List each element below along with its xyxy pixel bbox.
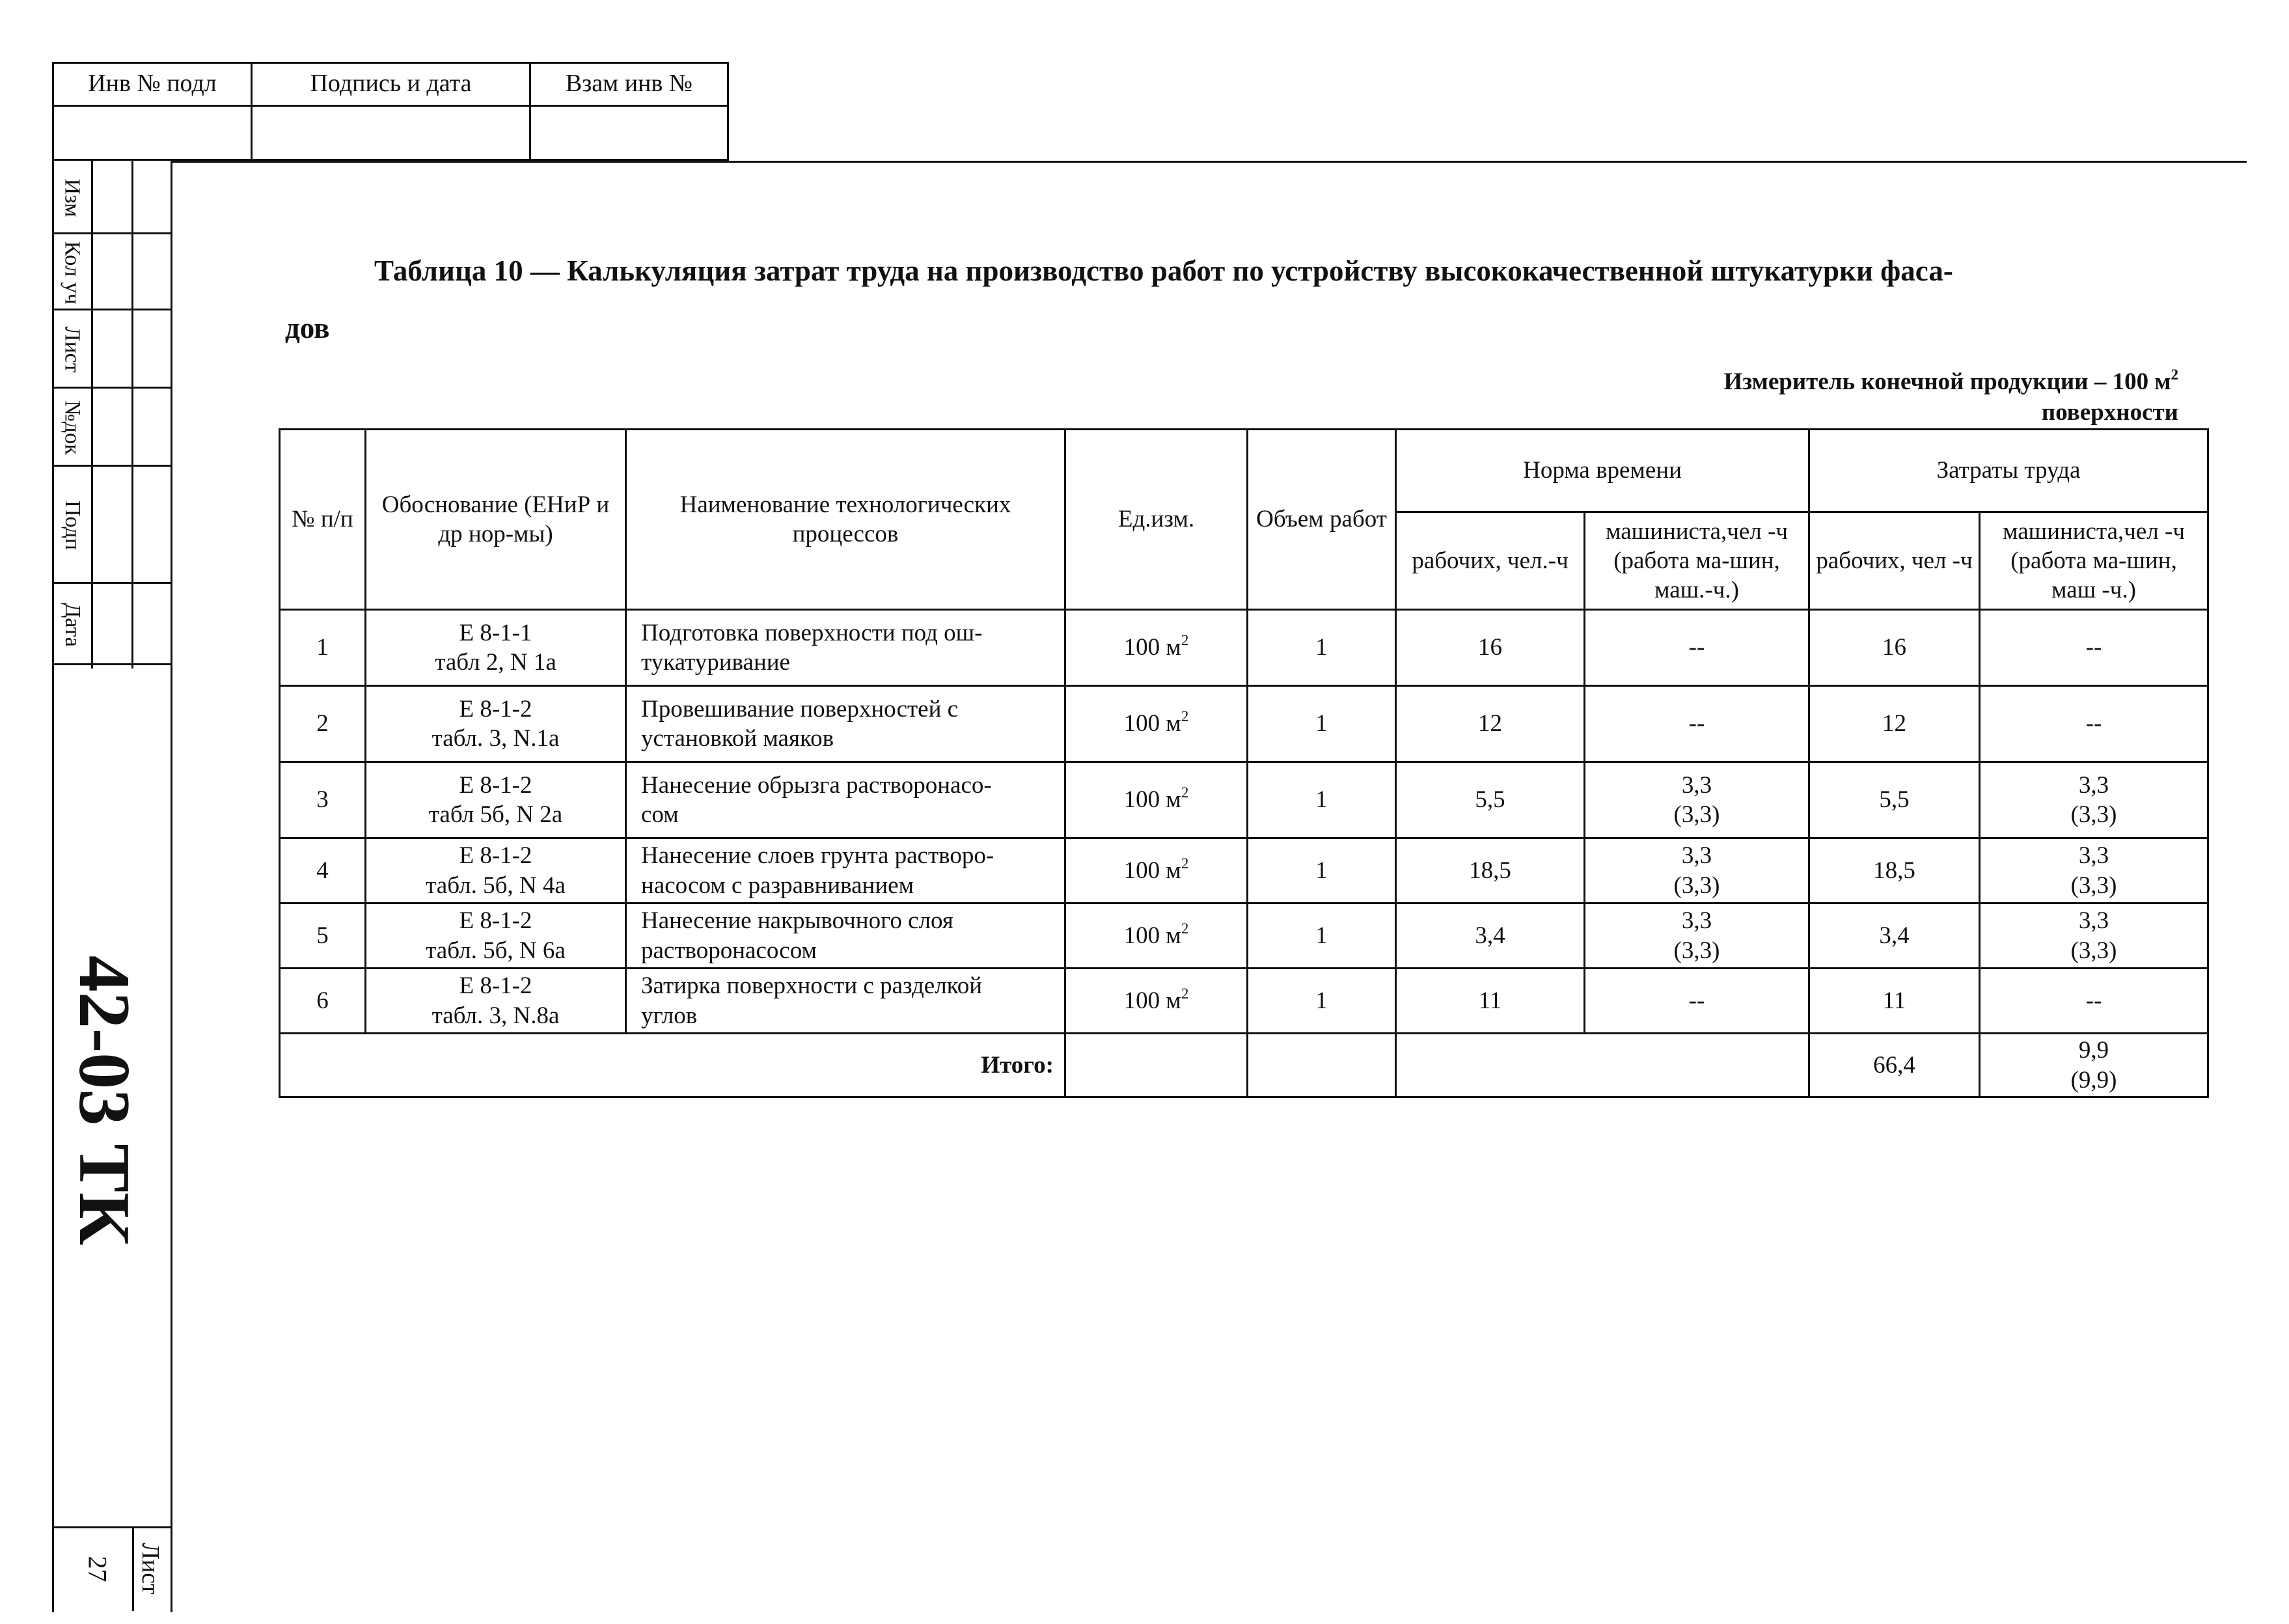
header-basis: Обоснование (ЕНиР и др нор-мы) [366, 430, 626, 610]
header-labor-cost: Затраты труда [1809, 430, 2208, 512]
cell-unit-sup: 2 [1181, 855, 1189, 872]
cell-basis-line-1: Е 8-1-2 [459, 972, 532, 1000]
header-unit: Ед.изм. [1065, 430, 1248, 610]
cell-norm-machinist-line-2: (3,3) [1673, 801, 1720, 828]
cell-unit [1065, 686, 1248, 762]
table-header-row-1 [280, 430, 2208, 512]
side-label-izm: Изм [61, 178, 85, 217]
cell-unit [1065, 969, 1248, 1034]
cell-norm-machinist-line-2: (3,3) [1673, 872, 1720, 899]
cell-cost-workers: 5,5 [1809, 762, 1980, 838]
cell-num: 3 [280, 762, 366, 838]
total-cost-workers: 66,4 [1809, 1034, 1980, 1097]
cell-name-line-2: углов [641, 1002, 698, 1029]
cell-unit-sup: 2 [1181, 985, 1189, 1002]
cell-norm-machinist [1585, 762, 1809, 838]
cell-norm-machinist [1585, 969, 1809, 1034]
cell-norm-machinist-line-1: -- [1688, 634, 1705, 661]
cell-basis-line-2: табл. 3, N.1а [432, 725, 560, 752]
cell-cost-machinist-line-1: -- [2085, 710, 2102, 737]
side-row-podp [52, 467, 172, 584]
cell-basis-line-2: табл 2, N 1а [435, 649, 556, 676]
cell-basis-line-1: Е 8-1-1 [459, 619, 532, 646]
cell-cost-machinist [1980, 610, 2208, 686]
header-norm-workers: рабочих, чел.-ч [1396, 512, 1585, 610]
side-row-ndok [52, 389, 172, 467]
cell-unit [1065, 838, 1248, 903]
cell-basis-line-1: Е 8-1-2 [459, 842, 532, 870]
cell-name [626, 762, 1065, 838]
cell-basis-line-1: Е 8-1-2 [459, 695, 532, 723]
table-row [280, 838, 2208, 903]
sheet-number [65, 1526, 130, 1611]
table-total-row [280, 1034, 2208, 1097]
side-label-podp: Подп [61, 500, 85, 551]
cell-cost-machinist [1980, 969, 2208, 1034]
cell-basis-line-2: табл 5б, N 2а [428, 801, 563, 828]
cell-unit [1065, 903, 1248, 969]
header-volume: Объем работ [1248, 430, 1396, 610]
cell-cost-machinist-line-1: 3,3 [2078, 842, 2109, 870]
cell-cost-machinist-line-1: -- [2085, 987, 2102, 1014]
cell-name-line-2: установкой маяков [641, 725, 834, 752]
cell-name-line-1: Нанесение накрывочного слоя [641, 907, 953, 935]
cell-cost-machinist [1980, 762, 2208, 838]
cell-volume: 1 [1248, 610, 1396, 686]
side-label-data: Дата [61, 602, 85, 647]
cell-basis [366, 969, 626, 1034]
cell-unit [1065, 610, 1248, 686]
total-cost-machinist-line-1: 9,9 [2078, 1037, 2109, 1064]
table-title-line-1: Таблица 10 — Калькуляция затрат труда на производство работ по устройству высококачественной штукатурки фаса- [374, 255, 1953, 287]
cell-unit-sup: 2 [1181, 708, 1189, 725]
cell-unit-text: 100 м [1123, 786, 1181, 814]
cell-basis-line-1: Е 8-1-2 [459, 771, 532, 799]
total-cell-volume [1248, 1034, 1396, 1097]
stamp-podpis-data-label: Подпись и дата [253, 64, 529, 107]
header-cost-workers: рабочих, чел -ч [1809, 512, 1980, 610]
cell-num: 5 [280, 903, 366, 969]
side-label-kol-uch: Кол уч [61, 240, 85, 305]
document-code-text: 42-03 ТК [64, 955, 145, 1245]
cell-unit-text: 100 м [1123, 710, 1181, 737]
cell-num: 2 [280, 686, 366, 762]
cell-cost-workers: 3,4 [1809, 903, 1980, 969]
table-row [280, 969, 2208, 1034]
cell-unit-text: 100 м [1123, 922, 1181, 949]
measure-unit-sup: 2 [2171, 366, 2178, 383]
cell-norm-machinist [1585, 686, 1809, 762]
cell-unit-sup: 2 [1181, 920, 1189, 937]
cell-name-line-1: Провешивание поверхностей с [641, 695, 959, 723]
measure-unit-text: Измеритель конечной продукции – 100 м [1723, 368, 2171, 395]
cell-name [626, 838, 1065, 903]
cell-cost-machinist-line-1: 3,3 [2078, 771, 2109, 799]
cell-cost-workers: 16 [1809, 610, 1980, 686]
cell-cost-workers: 12 [1809, 686, 1980, 762]
side-row-data [52, 584, 172, 665]
cell-name [626, 686, 1065, 762]
cell-basis [366, 903, 626, 969]
cell-name-line-1: Нанесение слоев грунта растворо- [641, 842, 994, 870]
cell-cost-machinist-line-2: (3,3) [2070, 801, 2117, 828]
table-row [280, 903, 2208, 969]
stamp-cell-vzam-inv [531, 64, 727, 159]
cell-basis-line-2: табл. 5б, N 6а [426, 937, 566, 964]
cell-name [626, 610, 1065, 686]
cell-cost-machinist [1980, 838, 2208, 903]
cell-name [626, 903, 1065, 969]
cell-volume: 1 [1248, 969, 1396, 1034]
cell-unit-sup: 2 [1181, 632, 1189, 649]
total-label: Итого: [280, 1034, 1065, 1097]
cell-name-line-2: тукатуривание [641, 649, 790, 676]
cell-basis-line-2: табл. 3, N.8а [432, 1002, 560, 1029]
cell-unit-text: 100 м [1123, 857, 1181, 884]
labor-cost-table [279, 428, 2209, 1098]
header-name: Наименование технологических процессов [626, 430, 1065, 610]
cell-unit-sup: 2 [1181, 784, 1189, 801]
table-row [280, 762, 2208, 838]
cell-volume: 1 [1248, 686, 1396, 762]
table-row [280, 686, 2208, 762]
cell-name-line-1: Нанесение обрызга растворонасо- [641, 771, 992, 799]
cell-cost-machinist [1980, 903, 2208, 969]
table-row [280, 610, 2208, 686]
cell-basis-line-2: табл. 5б, N 4а [426, 872, 566, 899]
cell-norm-workers: 12 [1396, 686, 1585, 762]
side-row-kol-uch [52, 234, 172, 310]
cell-cost-machinist [1980, 686, 2208, 762]
side-label-list: Лист [61, 326, 85, 373]
cell-norm-machinist [1585, 838, 1809, 903]
cell-norm-workers: 16 [1396, 610, 1585, 686]
cell-cost-workers: 18,5 [1809, 838, 1980, 903]
total-cell-unit [1065, 1034, 1248, 1097]
cell-norm-machinist-line-1: 3,3 [1681, 771, 1712, 799]
cell-cost-machinist-line-2: (3,3) [2070, 937, 2117, 964]
cell-basis [366, 686, 626, 762]
stamp-top [52, 62, 729, 161]
cell-norm-machinist-line-2: (3,3) [1673, 937, 1720, 964]
stamp-cell-inv-podl [54, 64, 253, 159]
cell-unit [1065, 762, 1248, 838]
cell-name-line-1: Затирка поверхности с разделкой [641, 972, 983, 1000]
sheet-label [130, 1526, 171, 1611]
cell-norm-machinist-line-1: 3,3 [1681, 842, 1712, 870]
side-row-izm [52, 161, 172, 234]
cell-norm-workers: 11 [1396, 969, 1585, 1034]
cell-unit-text: 100 м [1123, 987, 1181, 1014]
total-cell-norm [1396, 1034, 1809, 1097]
cell-norm-machinist [1585, 903, 1809, 969]
header-norm-machinist: машиниста,чел -ч (работа ма-шин, маш.-ч.) [1585, 512, 1809, 610]
cell-num: 6 [280, 969, 366, 1034]
cell-norm-workers: 3,4 [1396, 903, 1585, 969]
cell-volume: 1 [1248, 838, 1396, 903]
cell-basis [366, 762, 626, 838]
measure-unit-line-1 [1724, 368, 2178, 396]
stamp-cell-podpis-data [253, 64, 531, 159]
cell-norm-workers: 5,5 [1396, 762, 1585, 838]
document-code [39, 955, 169, 1245]
sheet-label-text: Лист [137, 1543, 164, 1595]
frame-top-line [171, 161, 2247, 163]
side-label-ndok: №док [61, 400, 85, 455]
cell-name-line-2: растворонасосом [641, 937, 817, 964]
header-num: № п/п [280, 430, 366, 610]
cell-num: 4 [280, 838, 366, 903]
cell-name-line-2: насосом с разравниванием [641, 872, 914, 899]
header-norm-time: Норма времени [1396, 430, 1809, 512]
cell-num: 1 [280, 610, 366, 686]
cell-norm-machinist [1585, 610, 1809, 686]
cell-basis-line-1: Е 8-1-2 [459, 907, 532, 935]
side-row-list [52, 310, 172, 389]
cell-name-line-2: сом [641, 801, 679, 828]
sheet-number-text: 27 [83, 1556, 113, 1582]
cell-name [626, 969, 1065, 1034]
total-cost-machinist [1980, 1034, 2208, 1097]
stamp-inv-podl-label: Инв № подл [54, 64, 251, 107]
stamp-vzam-inv-label: Взам инв № [531, 64, 727, 107]
cell-norm-machinist-line-1: -- [1688, 987, 1705, 1014]
cell-cost-machinist-line-1: 3,3 [2078, 907, 2109, 935]
side-stamp [52, 161, 172, 668]
cell-volume: 1 [1248, 762, 1396, 838]
cell-cost-machinist-line-1: -- [2085, 634, 2102, 661]
cell-unit-text: 100 м [1123, 634, 1181, 661]
cell-cost-workers: 11 [1809, 969, 1980, 1034]
header-cost-machinist: машиниста,чел -ч (работа ма-шин, маш -ч.) [1980, 512, 2208, 610]
cell-basis [366, 838, 626, 903]
cell-norm-machinist-line-1: 3,3 [1681, 907, 1712, 935]
measure-unit-line-2: поверхности [2041, 399, 2178, 426]
cell-name-line-1: Подготовка поверхности под ош- [641, 619, 983, 646]
total-cost-machinist-line-2: (9,9) [2070, 1066, 2117, 1094]
cell-basis [366, 610, 626, 686]
cell-norm-workers: 18,5 [1396, 838, 1585, 903]
cell-norm-machinist-line-1: -- [1688, 710, 1705, 737]
cell-volume: 1 [1248, 903, 1396, 969]
cell-cost-machinist-line-2: (3,3) [2070, 872, 2117, 899]
table-title-line-2: дов [285, 312, 330, 344]
